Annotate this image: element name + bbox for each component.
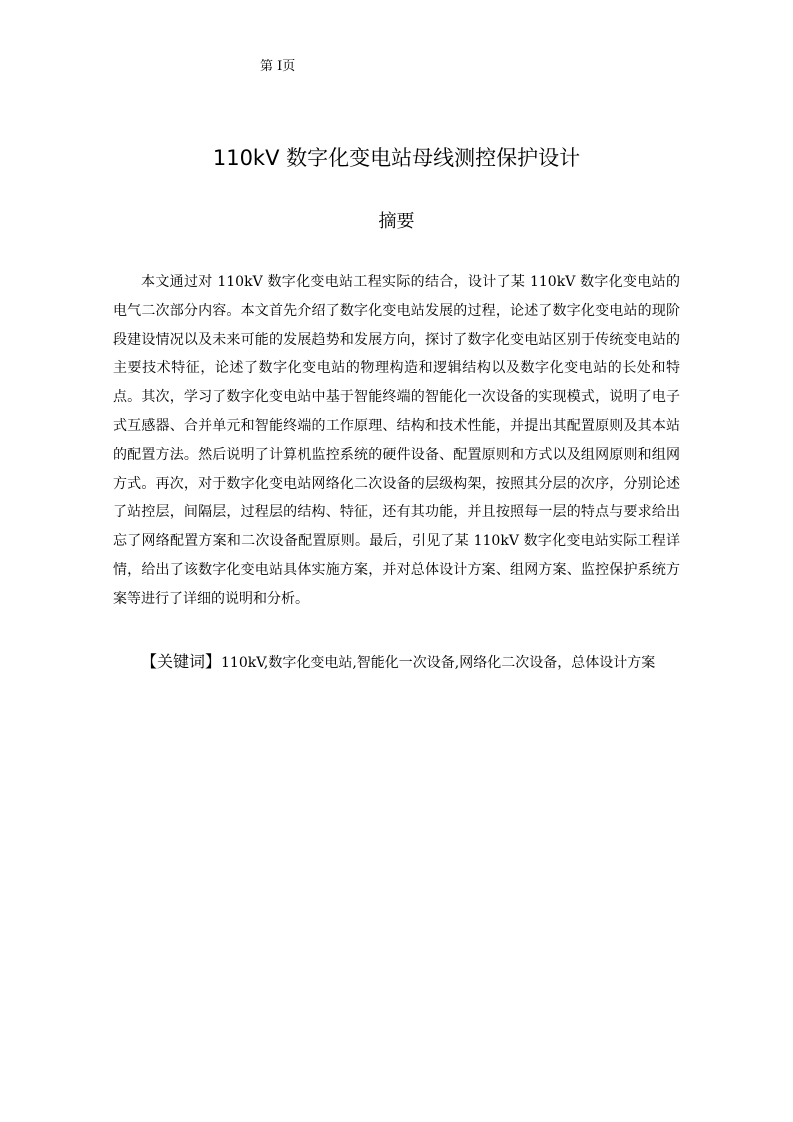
abstract-heading: 摘要 bbox=[378, 211, 415, 232]
keywords-paragraph bbox=[113, 647, 680, 678]
keywords-label: 【关键词】 bbox=[141, 652, 222, 671]
page-number: 第 I页 bbox=[260, 59, 296, 74]
document-title: 110kV 数字化变电站母线测控保护设计 bbox=[212, 146, 581, 170]
abstract-body: 本文通过对 110kV 数字化变电站工程实际的结合，设计了某 110kV 数字化变电站的电气二次部分内容。本文首先介绍了数字化变电站发展的过程，论述了数字化变电站的现阶段建设情况以及未来可能的发展趋势和发展方向，探讨了数字化变电站区别于传统变电站的主要技术特征，论述了数字化变电站的物理构造和逻辑结构以及数字化变电站的长处和特点。其次，学习了数字化变电站中基于智能终端的智能化一次设备的实现模式，说明了电子式互感器、合并单元和智能终端的工作原理、结构和技术性能，并提出其配置原则及其本站的配置方法。然后说明了计算机监控系统的硬件设备、配置原则和方式以及组网原则和组网方式。再次，对于数字化变电站网络化二次设备的层级构架，按照其分层的次序，分别论述了站控层，间隔层，过程层的结构、特征，还有其功能，并且按照每一层的特点与要求给出忘了网络配置方案和二次设备配置原则。最后，引见了某 110kV 数字化变电站实际工程详情，给出了该数字化变电站具体实施方案，并对总体设计方案、组网方案、监控保护系统方案等进行了详细的说明和分析。 bbox=[113, 274, 680, 607]
keywords-text: 110kV,数字化变电站,智能化一次设备,网络化二次设备，总体设计方案 bbox=[221, 655, 656, 671]
